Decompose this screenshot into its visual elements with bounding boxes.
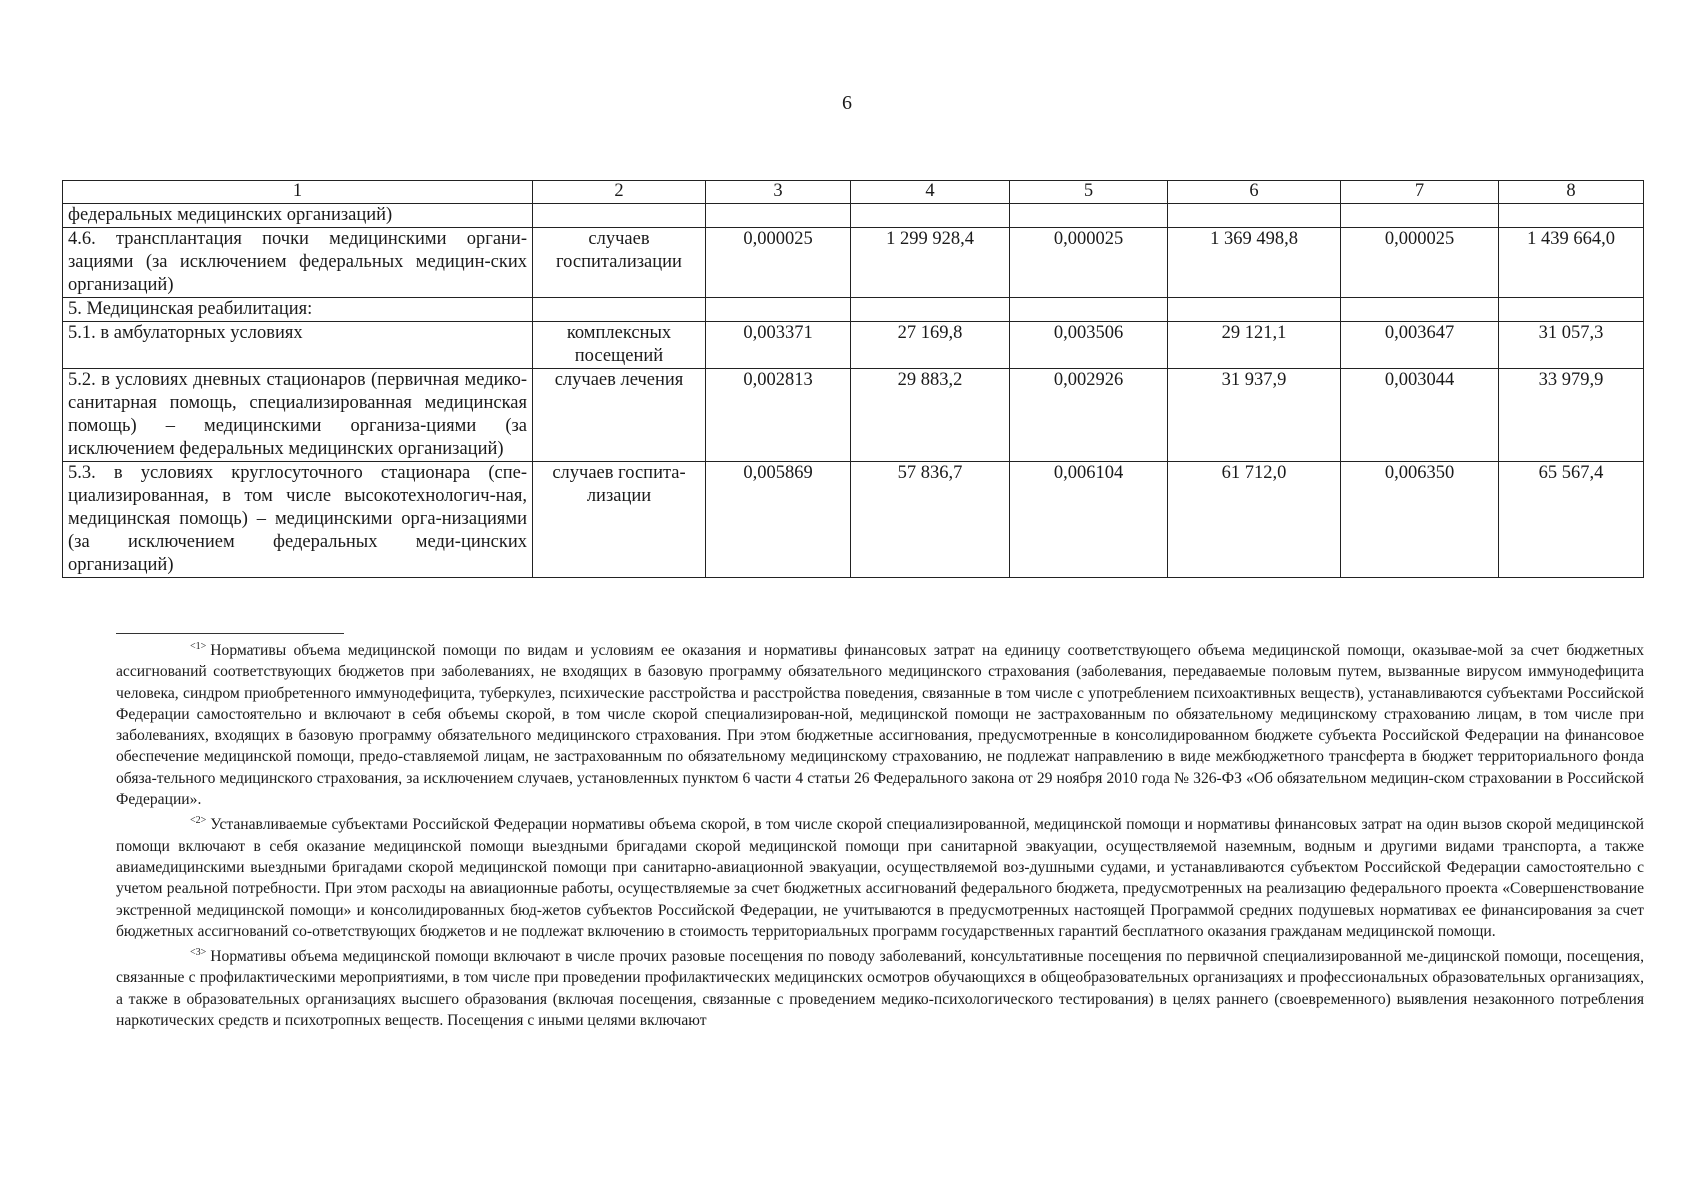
row-value — [851, 204, 1010, 228]
footnote-text: Нормативы объема медицинской помощи включают в числе прочих разовые посещения по поводу заболеваний, консультативные посещения по первичной специализированной ме-дицинской помощи, посещения, связанные с профилактическими мероприятиями, в том числе при проведении профилактических медицинских осмотров обучающихся в общеобразовательных организациях и профессиональных образовательных организациях, а также в образовательных организациях высшего образования (включая посещения, связанные с проведением медико-психологического тестирования) в целях раннего (своевременного) выявления незаконного потребления наркотических средств и психотропных веществ. Посещения с иными целями включают — [116, 948, 1644, 1030]
row-value: 27 169,8 — [851, 322, 1010, 369]
row-unit: случаев госпита-лизации — [533, 462, 706, 578]
row-value — [1168, 298, 1341, 322]
column-header: 6 — [1168, 181, 1341, 204]
column-header: 5 — [1010, 181, 1168, 204]
row-value: 0,002926 — [1010, 369, 1168, 462]
row-value — [706, 204, 851, 228]
row-description: 5.1. в амбулаторных условиях — [63, 322, 533, 369]
table-row — [63, 462, 1644, 578]
row-description: федеральных медицинских организаций) — [63, 204, 533, 228]
row-value — [1168, 204, 1341, 228]
footnote-text: Нормативы объема медицинской помощи по видам и условиям ее оказания и нормативы финансовых затрат на единицу соответствующего объема медицинской помощи, оказывае-мой за счет бюджетных ассигнований соответствующих бюджетов при заболеваниях, не входящих в базовую программу обязательного медицинского страхования (заболевания, передаваемые половым путем, вызванные вирусом иммунодефицита человека, синдром приобретенного иммунодефицита, туберкулез, психические расстройства и расстройства поведения, связанные в том числе с употреблением психоактивных веществ), устанавливаются субъектами Российской Федерации самостоятельно и включают в себя объемы скорой, в том числе скорой специализирован-ной, медицинской помощи не застрахованным по обязательному медицинскому страхованию лицам, в том числе при заболеваниях, входящих в базовую программу обязательного медицинского страхования. При этом бюджетные ассигнования, предусмотренные в консолидированном бюджете субъекта Российской Федерации на финансовое обеспечение медицинской помощи, предо-ставляемой лицам, не застрахованным по обязательному медицинскому страхованию, не подлежат направлению в виде межбюджетного трансферта в бюджет территориального фонда обяза-тельного медицинского страхования, за исключением случаев, установленных пунктом 6 части 4 статьи 26 Федерального закона от 29 ноября 2010 года № 326-ФЗ «Об обязательном медицин-ском страховании в Российской Федерации». — [116, 642, 1644, 809]
footnote-3 — [116, 942, 1644, 1031]
footnotes — [116, 636, 1644, 1031]
row-unit: случаев госпитализации — [533, 228, 706, 298]
row-value — [1341, 298, 1499, 322]
row-value — [1499, 298, 1644, 322]
row-value: 65 567,4 — [1499, 462, 1644, 578]
row-value: 57 836,7 — [851, 462, 1010, 578]
row-value: 31 057,3 — [1499, 322, 1644, 369]
column-header: 1 — [63, 181, 533, 204]
row-value: 0,003647 — [1341, 322, 1499, 369]
footnote-2 — [116, 810, 1644, 942]
row-description: 5.3. в условиях круглосуточного стационара (спе-циализированная, в том числе высокотехнологич-ная, медицинская помощь) – медицинскими орга-низациями (за исключением федеральных меди-цинских организаций) — [63, 462, 533, 578]
row-unit: комплексных посещений — [533, 322, 706, 369]
column-header: 8 — [1499, 181, 1644, 204]
table-row — [63, 322, 1644, 369]
column-header: 3 — [706, 181, 851, 204]
footnote-mark: <2> — [190, 815, 207, 827]
row-value: 0,000025 — [1341, 228, 1499, 298]
row-value: 0,000025 — [1010, 228, 1168, 298]
row-value: 0,003371 — [706, 322, 851, 369]
column-header: 2 — [533, 181, 706, 204]
row-value — [1341, 204, 1499, 228]
row-value — [706, 298, 851, 322]
row-value: 31 937,9 — [1168, 369, 1341, 462]
row-value: 29 883,2 — [851, 369, 1010, 462]
row-unit — [533, 298, 706, 322]
row-value — [1499, 204, 1644, 228]
row-unit — [533, 204, 706, 228]
row-value: 0,002813 — [706, 369, 851, 462]
footnote-mark: <3> — [190, 947, 207, 959]
row-value — [1010, 204, 1168, 228]
footnote-divider — [116, 633, 344, 634]
row-value: 1 439 664,0 — [1499, 228, 1644, 298]
row-description: 4.6. трансплантация почки медицинскими органи-зациями (за исключением федеральных медицин-ских организаций) — [63, 228, 533, 298]
footnote-text: Устанавливаемые субъектами Российской Федерации нормативы объема скорой, в том числе скорой специализированной, медицинской помощи и нормативы финансовых затрат на один вызов скорой медицинской помощи включают в себя оказание медицинской помощи выездными бригадами скорой медицинской помощи при санитарной эвакуации, осуществляемой наземным, водным и другими видами транспорта, а также авиамедицинскими выездными бригадами скорой медицинской помощи при санитарно-авиационной эвакуации, осуществляемой воз-душными судами, и устанавливаются субъектом Российской Федерации самостоятельно с учетом реальной потребности. При этом расходы на авиационные работы, осуществляемые за счет бюджетных ассигнований федерального бюджета, предусмотренных на реализацию федерального проекта «Совершенствование экстренной медицинской помощи» и консолидированных бюд-жетов субъектов Российской Федерации, не учитываются в предусмотренных настоящей Программой средних подушевых нормативах ее финансирования за счет бюджетных ассигнований со-ответствующих бюджетов и не подлежат включению в стоимость территориальных программ государственных гарантий бесплатного оказания гражданам медицинской помощи. — [116, 816, 1644, 940]
row-description: 5.2. в условиях дневных стационаров (первичная медико-санитарная помощь, специализированная медицинская помощь) – медицинскими организа-циями (за исключением федеральных медицинских организаций) — [63, 369, 533, 462]
footnote-mark: <1> — [190, 641, 207, 652]
table-row — [63, 298, 1644, 322]
row-value: 0,006104 — [1010, 462, 1168, 578]
row-value: 0,003506 — [1010, 322, 1168, 369]
row-value — [1010, 298, 1168, 322]
row-value: 1 369 498,8 — [1168, 228, 1341, 298]
row-value: 0,005869 — [706, 462, 851, 578]
footnote-1 — [116, 636, 1644, 810]
table-row — [63, 204, 1644, 228]
column-header: 7 — [1341, 181, 1499, 204]
norms-table — [62, 180, 1644, 578]
table-header-row — [63, 181, 1644, 204]
row-unit: случаев лечения — [533, 369, 706, 462]
row-value: 0,006350 — [1341, 462, 1499, 578]
row-value: 1 299 928,4 — [851, 228, 1010, 298]
row-value: 61 712,0 — [1168, 462, 1341, 578]
table-row — [63, 228, 1644, 298]
page-number: 6 — [842, 92, 852, 114]
column-header: 4 — [851, 181, 1010, 204]
row-value: 0,000025 — [706, 228, 851, 298]
row-value: 33 979,9 — [1499, 369, 1644, 462]
row-value: 0,003044 — [1341, 369, 1499, 462]
row-description: 5. Медицинская реабилитация: — [63, 298, 533, 322]
row-value — [851, 298, 1010, 322]
row-value: 29 121,1 — [1168, 322, 1341, 369]
table-row — [63, 369, 1644, 462]
